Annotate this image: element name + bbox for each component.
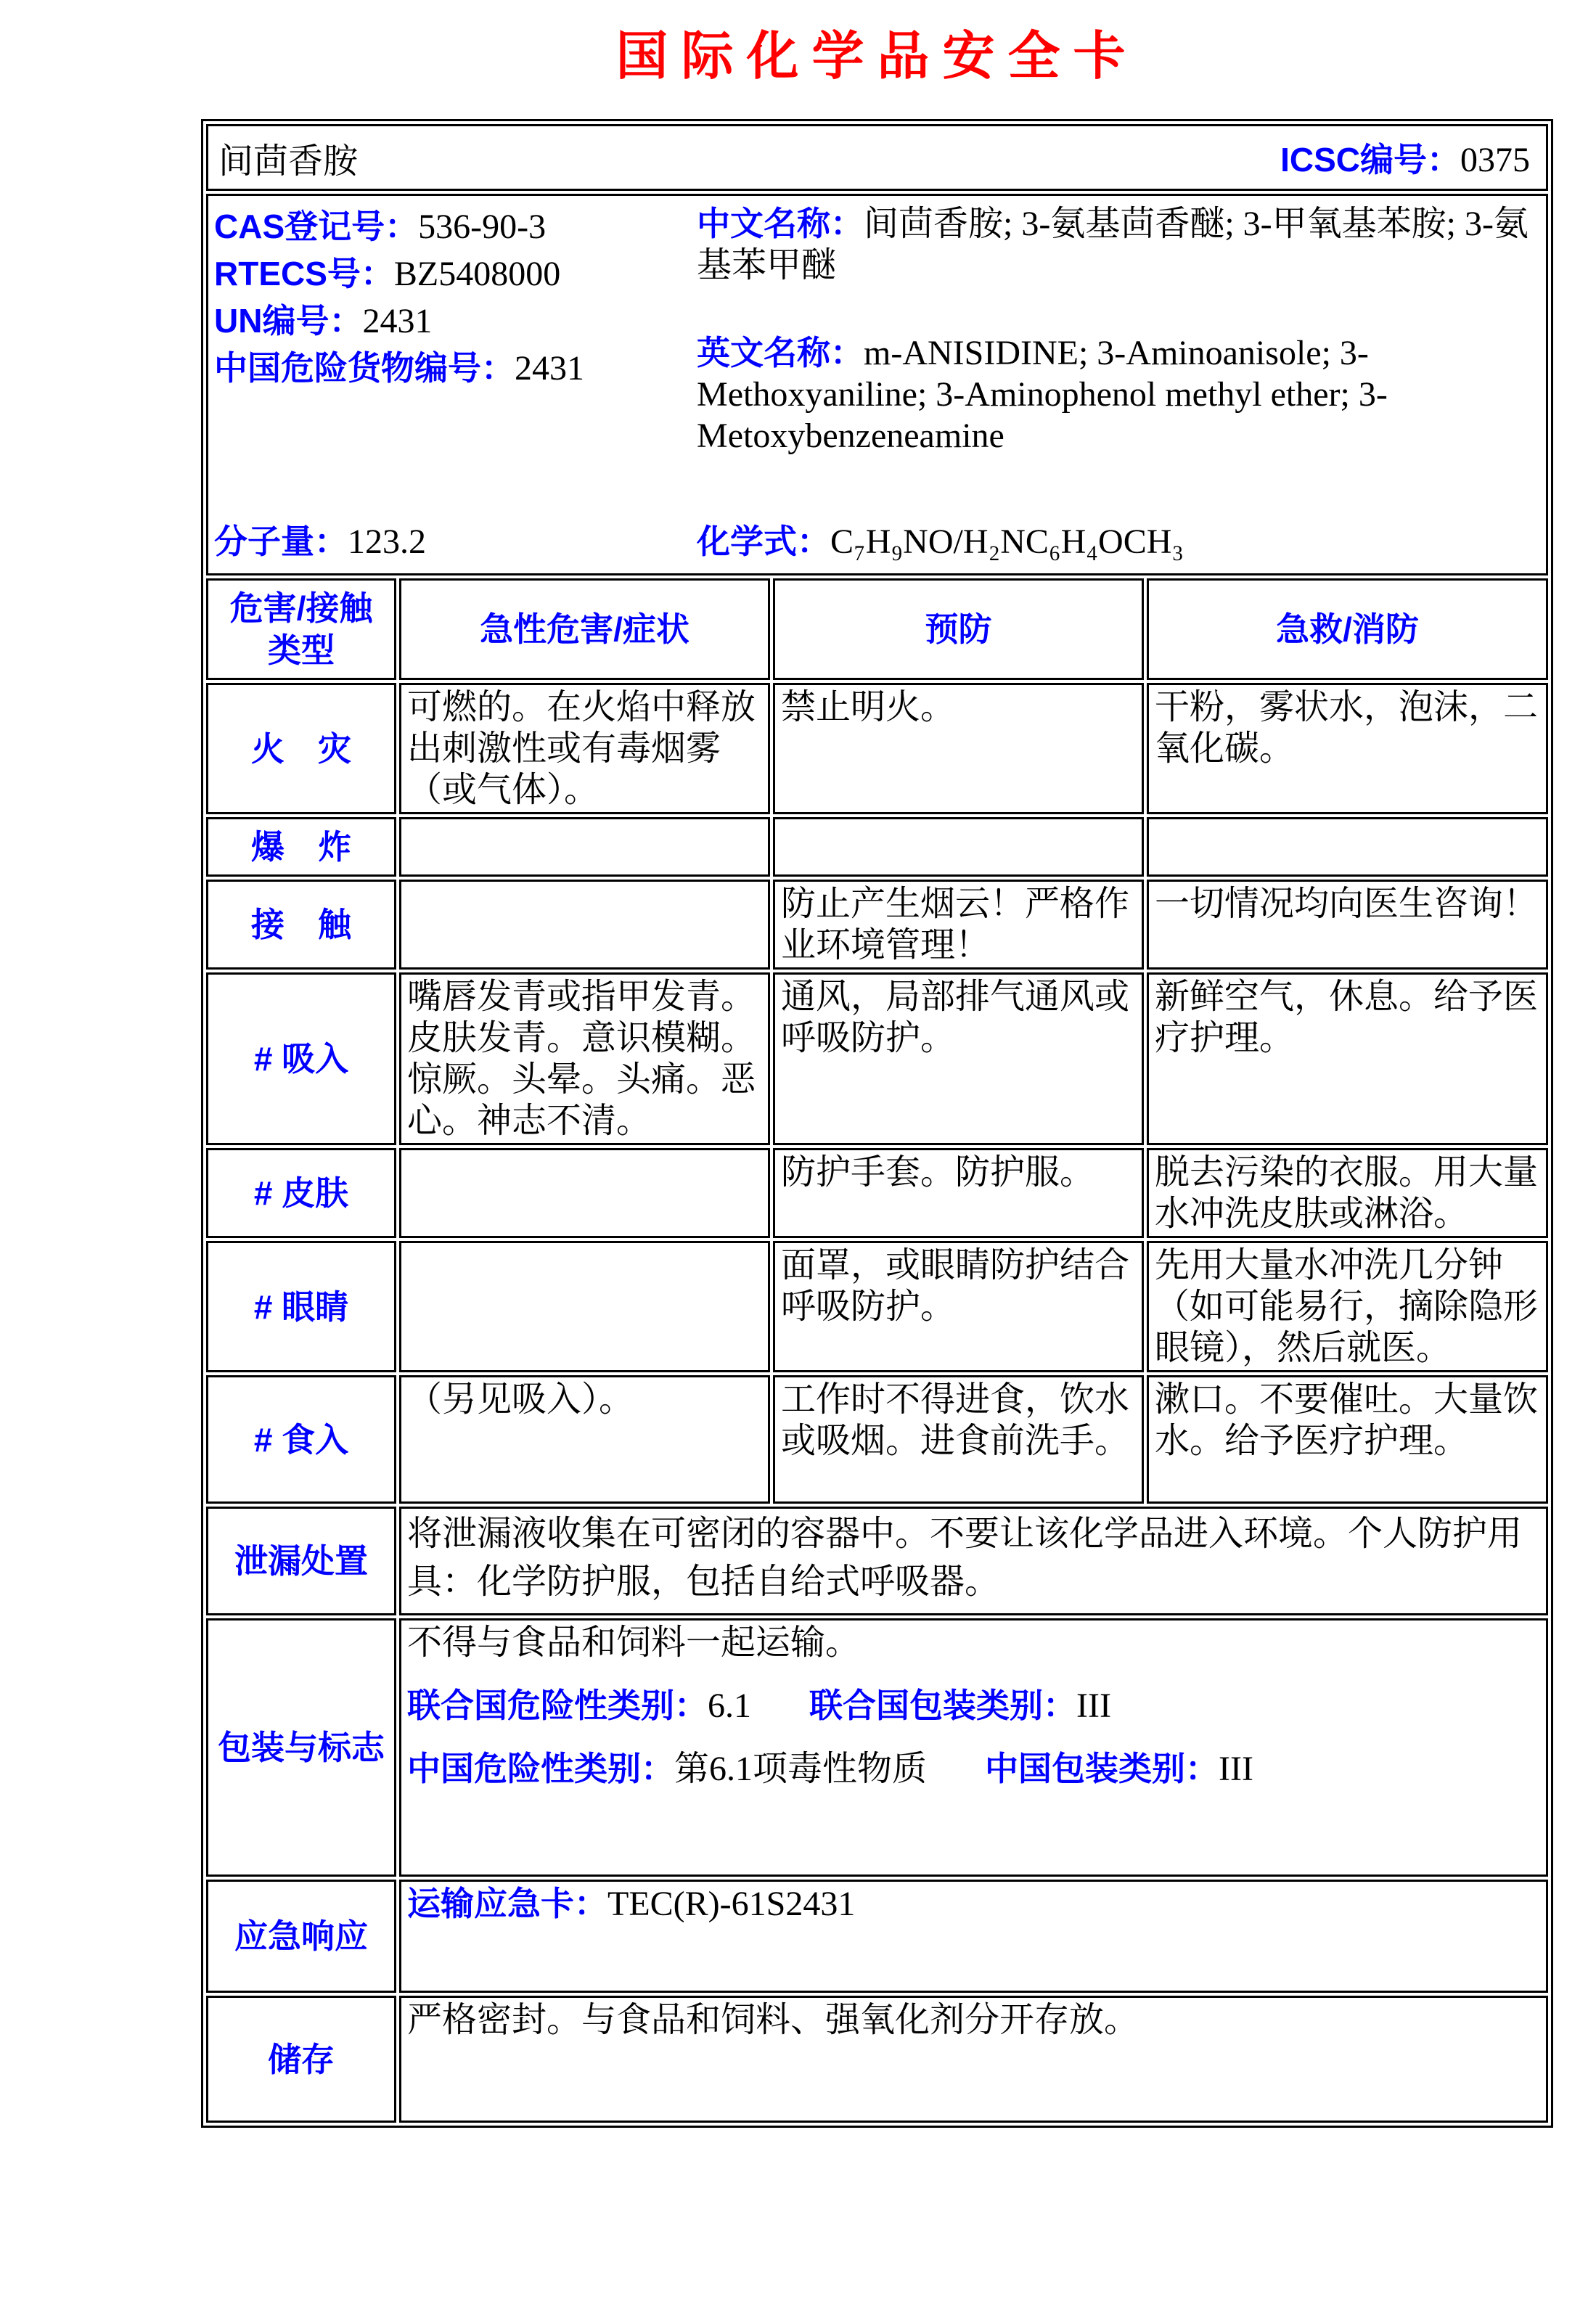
row-label-inhalation: # 吸入 [206,972,396,1145]
fire-first-aid: 干粉，雾状水，泡沫，二氧化碳。 [1147,683,1548,814]
row-label-explosion: 爆 炸 [206,817,396,877]
skin-symptoms [399,1148,770,1238]
icsc-number-label: ICSC编号： [1280,141,1460,179]
explosion-first-aid [1147,817,1548,877]
inhalation-prevention: 通风，局部排气通风或呼吸防护。 [773,972,1144,1145]
molecular-weight-line [214,515,697,570]
col-header-prevention: 预防 [773,578,1144,680]
packaging-cell [399,1618,1548,1877]
molecular-weight-label: 分子量： [214,523,348,560]
row-label-packaging: 包装与标志 [206,1618,396,1877]
row-label-exposure: 接 触 [206,880,396,970]
row-explosion [206,817,1548,877]
china-classification-line [407,1748,1540,1790]
storage-text: 严格密封。与食品和饲料、强氧化剂分开存放。 [399,1996,1548,2123]
row-eyes [206,1241,1548,1372]
explosion-prevention [773,817,1144,877]
col-header-first-aid: 急救/消防 [1147,578,1548,680]
row-fire [206,683,1548,814]
row-emergency-response [206,1880,1548,1993]
inhalation-first-aid: 新鲜空气，休息。给予医疗护理。 [1147,972,1548,1145]
icsc-page [0,19,1596,2315]
un-number-value: 2431 [362,302,433,340]
un-number-label: UN编号： [214,302,363,340]
ingestion-first-aid: 漱口。不要催吐。大量饮水。给予医疗护理。 [1147,1375,1548,1504]
chemical-names-block [697,199,1540,515]
spillage-text: 将泄漏液收集在可密闭的容器中。不要让该化学品进入环境。个人防护用具：化学防护服，包括自给式呼吸器。 [399,1507,1548,1615]
english-name-value: m-ANISIDINE; 3-Aminoanisole; 3-Methoxyaniline; 3-Aminophenol methyl ether; 3-Metoxybenzeneamine [697,334,1388,455]
english-name-line [697,332,1540,456]
ingestion-symptoms: （另见吸入）。 [399,1375,770,1504]
row-label-fire: 火 灾 [206,683,396,814]
row-inhalation [206,972,1548,1145]
name-row [206,124,1548,191]
row-label-storage: 储存 [206,1996,396,2123]
name-cell [206,124,1548,191]
col-header-symptoms: 急性危害/症状 [399,578,770,680]
formula-label: 化学式： [697,523,831,560]
page-title: 国际化学品安全卡 [615,28,1139,86]
skin-first-aid: 脱去污染的衣服。用大量水冲洗皮肤或淋浴。 [1147,1148,1548,1238]
row-packaging [206,1618,1548,1877]
exposure-symptoms [399,880,770,970]
english-name-label: 英文名称： [697,334,864,372]
un-hazard-class-label: 联合国危险性类别： [407,1687,708,1724]
chinese-name-line [697,203,1540,286]
cas-number-line [214,203,697,250]
eyes-symptoms [399,1241,770,1372]
china-dg-number-value: 2431 [515,349,584,388]
eyes-first-aid: 先用大量水冲洗几分钟（如可能易行，摘除隐形眼镜），然后就医。 [1147,1241,1548,1372]
identifier-block [214,199,697,515]
col-header-hazard-type: 危害/接触 类型 [206,578,396,680]
china-dg-number-label: 中国危险货物编号： [214,349,515,387]
icsc-number-value: 0375 [1460,141,1530,179]
explosion-symptoms [399,817,770,877]
icsc-number-group [1280,134,1530,181]
row-ingestion [206,1375,1548,1504]
row-spillage [206,1507,1548,1615]
cas-number-value: 536-90-3 [418,208,547,246]
molecular-weight-value: 123.2 [348,523,426,561]
hazard-header-row [206,578,1548,680]
row-label-skin: # 皮肤 [206,1148,396,1238]
un-packing-group-label: 联合国包装类别： [809,1687,1076,1724]
formula-line [697,515,1540,570]
substance-name: 间茴香胺 [218,142,359,181]
packaging-transport-note: 不得与食品和饲料一起运输。 [407,1623,861,1662]
row-exposure [206,880,1548,970]
eyes-prevention: 面罩，或眼睛防护结合呼吸防护。 [773,1241,1144,1372]
ingestion-prevention: 工作时不得进食，饮水或吸烟。进食前洗手。 [773,1375,1144,1504]
rtecs-number-line [214,250,697,298]
china-packing-group-label: 中国包装类别： [985,1750,1219,1787]
row-label-ingestion: # 食入 [206,1375,396,1504]
un-number-line [214,298,697,345]
skin-prevention: 防护手套。防护服。 [773,1148,1144,1238]
inhalation-symptoms: 嘴唇发青或指甲发青。皮肤发青。意识模糊。惊厥。头晕。头痛。恶心。神志不清。 [399,972,770,1145]
row-label-eyes: # 眼睛 [206,1241,396,1372]
row-label-spillage: 泄漏处置 [206,1507,396,1615]
cas-number-label: CAS登记号： [214,208,419,245]
chinese-name-label: 中文名称： [697,205,864,242]
china-hazard-class-label: 中国危险性类别： [407,1750,674,1787]
formula-value: C₇H₉NO/H₂NC₆H₄OCH₃ [830,523,1184,561]
safety-card-table [201,119,1553,2128]
china-hazard-class-value: 第6.1项毒性物质 [674,1750,928,1788]
transport-emergency-card-value: TEC(R)-61S2431 [607,1885,856,1923]
exposure-first-aid: 一切情况均向医生咨询！ [1147,880,1548,970]
rtecs-number-value: BZ5408000 [393,255,561,293]
un-hazard-class-value: 6.1 [708,1687,751,1725]
china-dg-number-line [214,345,697,392]
row-skin [206,1148,1548,1238]
row-label-emergency-response: 应急响应 [206,1880,396,1993]
rtecs-number-label: RTECS号： [214,255,394,292]
un-packing-group-value: III [1076,1687,1111,1725]
info-row [206,194,1548,575]
un-classification-line [407,1685,1540,1726]
fire-prevention: 禁止明火。 [773,683,1144,814]
china-packing-group-value: III [1219,1750,1253,1788]
emergency-response-cell [399,1880,1548,1993]
transport-emergency-card-label: 运输应急卡： [407,1885,607,1922]
chinese-name-value: 间茴香胺; 3-氨基茴香醚; 3-甲氧基苯胺; 3-氨基苯甲醚 [697,205,1529,284]
exposure-prevention: 防止产生烟云！严格作业环境管理！ [773,880,1144,970]
info-cell [206,194,1548,575]
fire-symptoms: 可燃的。在火焰中释放出刺激性或有毒烟雾（或气体）。 [399,683,770,814]
row-storage [206,1996,1548,2123]
